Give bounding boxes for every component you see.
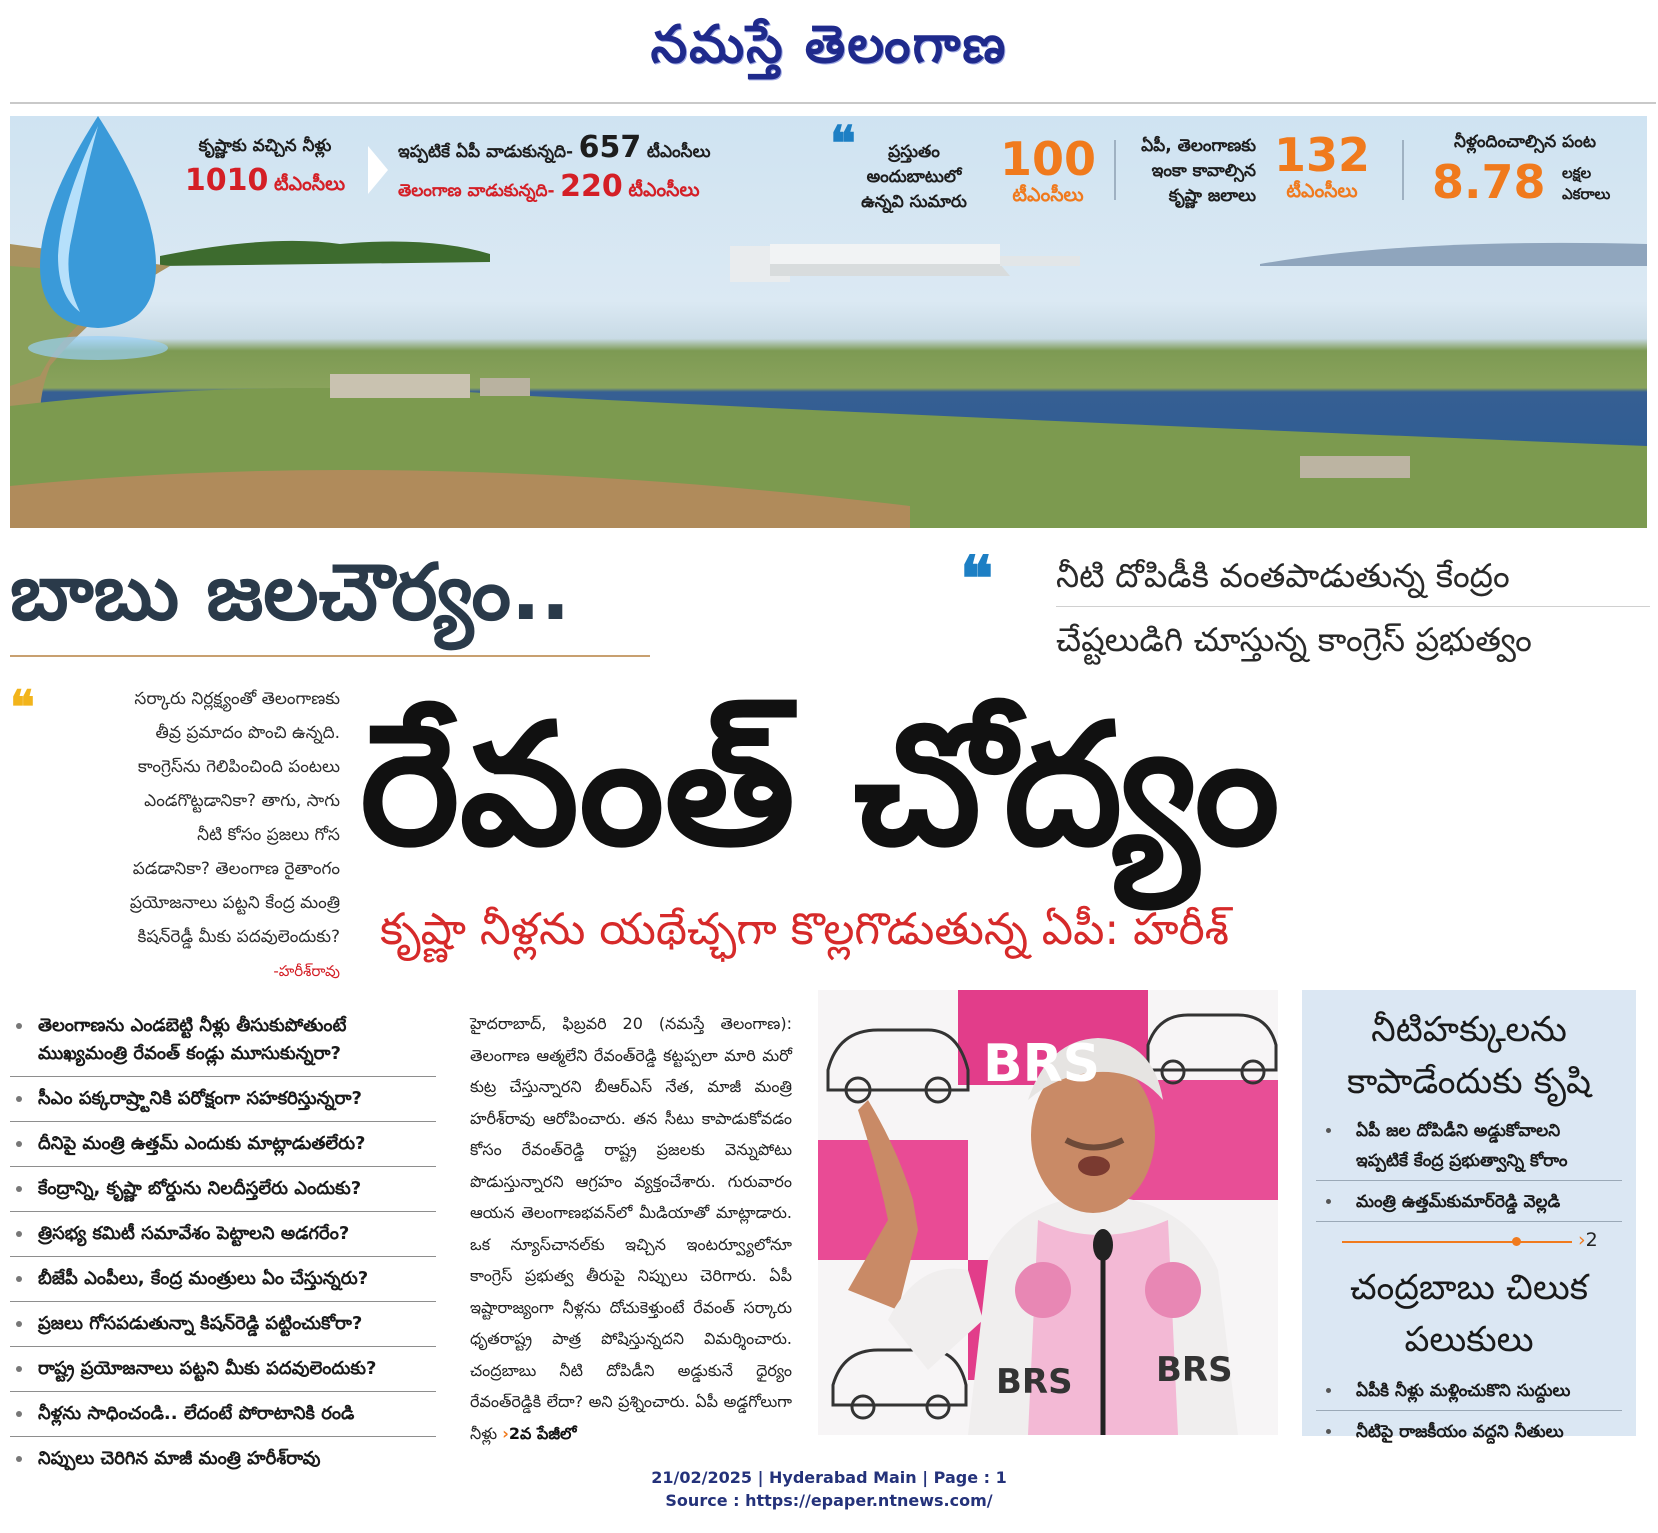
list-item: నిప్పులు చెరిగిన మాజీ మంత్రి హరీశ్‌రావు xyxy=(10,1437,436,1481)
footer xyxy=(0,1466,1658,1512)
chevron-right-icon: › xyxy=(1578,1229,1586,1251)
list-item: బీజేపీ ఎంపీలు, కేంద్ర మంత్రులు ఏం చేస్తున్నరు? xyxy=(10,1257,436,1302)
quote-mark-icon: ❝ xyxy=(830,116,856,172)
jump-line xyxy=(1342,1241,1572,1243)
bullet-icon xyxy=(16,1141,22,1147)
bullet-icon xyxy=(1326,1199,1331,1204)
bullet-list xyxy=(10,1004,436,1481)
pull-quote-text: సర్కారు నిర్లక్ష్యంతో తెలంగాణకు తీవ్ర ప్రమాదం పొంచి ఉన్నది. కాంగ్రెస్‌ను గెలిపించింది పంటలు ఎండగొట్టడానికా? తాగు, సాగు నీటి కోసం ప్రజలు గోస పడడానికా? తెలంగాణ రైతాంగం ప్రయోజనాలు పట్టని కేంద్ర మంత్రి కిషన్‌రెడ్డీ మీకు పదవులెందుకు? -హరీశ్‌రావు xyxy=(60,682,340,988)
press-conference-photo xyxy=(818,990,1278,1435)
bullet-icon xyxy=(16,1276,22,1282)
list-item: తెలంగాణను ఎండబెట్టి నీళ్లు తీసుకుపోతుంటే ముఖ్యమంత్రి రేవంత్ కండ్లు మూసుకున్నరా? xyxy=(10,1004,436,1077)
quote-divider xyxy=(1056,606,1650,607)
list-item: రాష్ట్ర ప్రయోజనాలు పట్టని మీకు పదవులెందుకు? xyxy=(10,1347,436,1392)
bullet-icon xyxy=(16,1096,22,1102)
quote-attribution: -హరీశ్‌రావు xyxy=(273,962,340,980)
masthead xyxy=(0,0,1658,100)
stat-usage: ఇప్పటికే ఏపీ వాడుకున్నది- 657 టీఎంసీలు తెలంగాణ వాడుకున్నది- 220 టీఎంసీలు xyxy=(398,130,711,204)
bullet-icon xyxy=(16,1023,22,1029)
stat-value: 220 xyxy=(560,169,623,204)
stat-value: 132 xyxy=(1273,128,1371,182)
list-item: త్రిసభ్య కమిటీ సమావేశం పెట్టాలని అడగరేం? xyxy=(10,1212,436,1257)
list-item: ప్రజలు గోసపడుతున్నా కిషన్‌రెడ్డి పట్టించుకోరా? xyxy=(10,1302,436,1347)
list-item: సీఎం పక్కరాష్ర్టానికి పరోక్షంగా సహకరిస్తున్నరా? xyxy=(10,1077,436,1122)
bullet-icon xyxy=(16,1411,22,1417)
newspaper-logo: నమస్తే తెలంగాణ xyxy=(650,14,1008,75)
stat-value: 8.78 xyxy=(1432,155,1546,209)
stat-unit: టీఎంసీలు xyxy=(273,173,346,195)
bullet-icon xyxy=(1326,1429,1331,1434)
list-item: కేంద్రాన్ని, కృష్ణా బోర్డును నిలదీస్తలేరు ఎందుకు? xyxy=(10,1167,436,1212)
stat-unit: టీఎంసీలు xyxy=(1012,184,1084,206)
chevron-right-icon: › xyxy=(502,1423,509,1443)
bullet-icon xyxy=(16,1456,22,1462)
headline-secondary: బాబు జలచౌర్యం.. xyxy=(10,548,571,638)
stat-unit: టీఎంసీలు xyxy=(1286,180,1358,202)
sidebar-heading: చంద్రబాబు చిలుక పలుకులు xyxy=(1349,1268,1589,1360)
headline-main: రేవంత్ చోద్యం xyxy=(360,687,1280,883)
stat-value: 100 xyxy=(999,132,1097,186)
brs-sign: BRS xyxy=(983,1034,1101,1094)
page-jump[interactable]: ›2 xyxy=(1342,1230,1622,1254)
bullet-icon xyxy=(16,1366,22,1372)
list-item: దీనిపై మంత్రి ఉత్తమ్ ఎందుకు మాట్లాడుతలేరు? xyxy=(10,1122,436,1167)
stat-value: 657 xyxy=(578,130,642,165)
bullet-icon xyxy=(1326,1388,1331,1393)
sidebar-heading: నీటిహక్కులను కాపాడేందుకు కృషి xyxy=(1346,1010,1592,1102)
stat-value: 1010 xyxy=(184,163,269,198)
stat-divider xyxy=(1396,140,1404,200)
quote-mark-icon: ❝ xyxy=(960,542,994,615)
reservoir-banner: కృష్ణాకు వచ్చిన నీళ్లు 1010 టీఎంసీలు ఇప్పటికే ఏపీ వాడుకున్నది- 657 టీఎంసీలు తెలంగాణ వాడుకున్నది- 220 టీఎంసీలు ❝ ప్రస్తుతం అందుబాటులో ఉన్నవి సుమారు 100 టీఎంసీలు ఏపీ, తెలంగాణకు ఇంకా కావాల్సిన కృష్ణా జలాలు 132 టీఎంసీలు నీళ్లందించాల్సిన పంట 8.78 లక్షల ఎకరాలు xyxy=(10,116,1647,528)
edition-info: 21/02/2025 | Hyderabad Main | Page : 1 xyxy=(651,1468,1007,1487)
brs-badge: BRS xyxy=(996,1362,1073,1402)
bullet-icon xyxy=(1326,1128,1331,1133)
continued-link[interactable]: ›2వ పేజీలో xyxy=(502,1423,577,1443)
list-item: నీటిపై రాజకీయం వద్దని నీతులు xyxy=(1316,1417,1622,1451)
brs-badge: BRS xyxy=(1156,1350,1233,1390)
quote-mark-icon: ❝ xyxy=(10,680,35,734)
chevron-right-icon xyxy=(368,146,388,194)
sidebar-box xyxy=(1302,990,1636,1442)
jump-dot xyxy=(1512,1237,1521,1246)
masthead-divider xyxy=(10,102,1656,104)
bullet-icon xyxy=(16,1186,22,1192)
list-item: ఏపీకి నీళ్లు మళ్లించుకొని సుద్దులు xyxy=(1316,1376,1622,1411)
headline-underline xyxy=(10,655,650,657)
list-item: మంత్రి ఉత్తమ్‌కుమార్‌రెడ్డి వెల్లడి xyxy=(1316,1187,1622,1222)
bullet-icon xyxy=(16,1321,22,1327)
subheadline: కృష్ణా నీళ్లను యథేచ్ఛగా కొల్లగొడుతున్న ఏపీ: హరీశ్ xyxy=(380,904,1229,955)
list-item: నీళ్లను సాధించండి.. లేదంటే పోరాటానికి రండి xyxy=(10,1392,436,1437)
stat-divider xyxy=(1108,140,1116,200)
article-body: హైదరాబాద్, ఫిబ్రవరి 20 (నమస్తే తెలంగాణ): తెలంగాణ ఆత్మలేని రేవంత్‌రెడ్డి కట్టప్పలా మారి మరో కుట్ర చేస్తున్నారని బీఆర్‌ఎస్ నేత, మాజీ మంత్రి హరీశ్‌రావు ఆరోపించారు. తన సీటు కాపాడుకోవడం కోసం రేవంత్‌రెడ్డి రాష్ట్ర ప్రజలకు వెన్నుపోటు పొడుస్తున్నారని ఆగ్రహం వ్యక్తంచేశారు. గురువారం ఆయన తెలంగాణభవన్‌లో మీడియాతో మాట్లాడారు. ఒక న్యూస్‌చానల్‌కు ఇచ్చిన ఇంటర్వ్యూలోనూ కాంగ్రెస్ ప్రభుత్వ తీరుపై నిప్పులు చెరిగారు. ఏపీ ఇష్టారాజ్యంగా నీళ్లను దోచుకెళ్తుంటే రేవంత్ సర్కారు ధృతరాష్ట్ర పాత్ర పోషిస్తున్నదని విమర్శించారు. చంద్రబాబు నీటి దోపిడీని అడ్డుకునే ధైర్యం రేవంత్‌రెడ్డికి లేదా? అని ప్రశ్నించారు. ఏపీ అడ్డగోలుగా నీళ్లు ›2వ పేజీలో xyxy=(470,1014,792,1443)
stat-crop-area: నీళ్లందించాల్సిన పంట 8.78 లక్షల ఎకరాలు xyxy=(1432,132,1611,209)
list-item: ఏపీ జల దోపిడీని అడ్డుకోవాలని ఇప్పటికే కేంద్ర ప్రభుత్వాన్ని కోరాం xyxy=(1316,1116,1622,1181)
stat-krishna-inflow: కృష్ణాకు వచ్చిన నీళ్లు 1010 టీఎంసీలు xyxy=(184,136,346,198)
source-link[interactable]: Source : https://epaper.ntnews.com/ xyxy=(665,1491,993,1510)
bullet-icon xyxy=(16,1231,22,1237)
